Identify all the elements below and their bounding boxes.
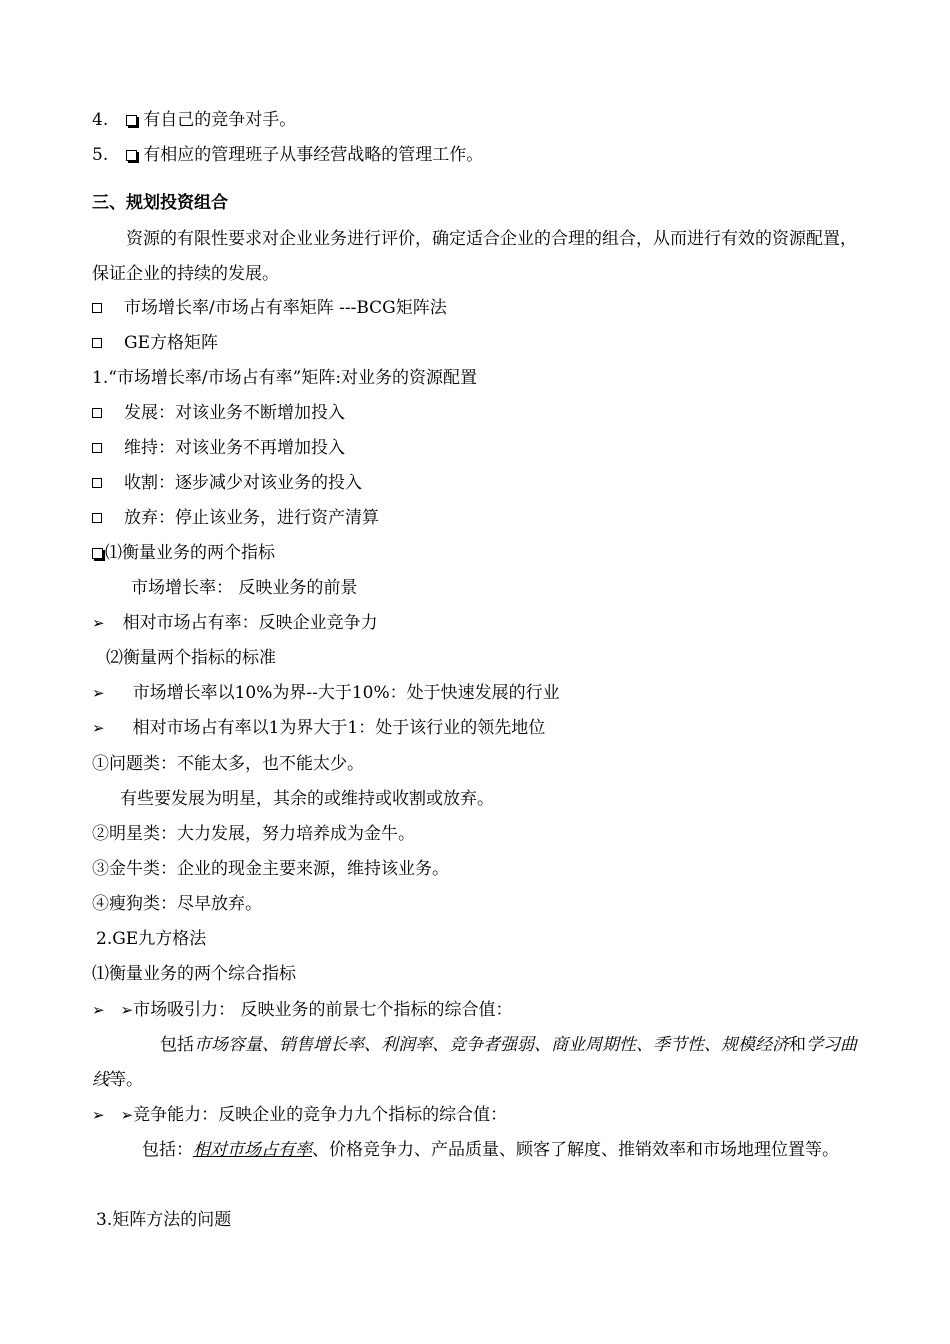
category-question-note: 有些要发展为明星，其余的或维持或收割或放弃。 [120,789,494,809]
section-heading: 三、规划投资组合 [92,193,228,213]
standard-share: ➢ 相对市场占有率以1为界大于1：处于该行业的领先地位 [92,718,546,738]
square-bullet-icon [92,303,102,313]
strategy-maintain: 维持：对该业务不再增加投入 [92,431,858,466]
ge-title: 2.GE九方格法 [96,929,207,949]
strategy-harvest: 收割：逐步减少对该业务的投入 [92,466,858,501]
square-bullet-icon [92,408,102,418]
arrow-bullet-icon: ➢ [92,1001,105,1019]
checkbox-bullet-icon [126,150,137,161]
matrix-problems-title: 3.矩阵方法的问题 [96,1210,232,1230]
checkbox-bullet-icon [92,548,103,559]
arrow-bullet-icon: ➢ [92,1106,105,1124]
square-bullet-icon [92,478,102,488]
arrow-bullet-icon: ➢ [120,1001,134,1019]
list-item-5 [92,138,858,173]
square-bullet-icon [92,443,102,453]
arrow-bullet-icon: ➢ [92,614,105,632]
ge-attractiveness: ➢ ➢市场吸引力： 反映业务的前景七个指标的综合值： [92,1000,513,1020]
square-bullet-icon [92,513,102,523]
standards-title: ⑵衡量两个指标的标准 [106,648,276,668]
strategy-divest: 放弃：停止该业务，进行资产清算 [92,501,858,536]
bcg-title: 1.“市场增长率/市场占有率”矩阵:对业务的资源配置 [92,368,478,388]
method-item-bcg: 市场增长率/市场占有率矩阵 ---BCG矩阵法 [92,291,858,326]
indicators-title: ⑴衡量业务的两个指标 [92,536,858,571]
square-bullet-icon [92,338,102,348]
ge-attractiveness-factors: 包括市场容量、销售增长率、利润率、竞争者强弱、商业周期性、季节性、规模经济和学习曲线等。 [92,1035,857,1090]
item-text: 有自己的竞争对手。 [143,110,297,130]
arrow-bullet-icon: ➢ [92,684,105,702]
arrow-bullet-icon: ➢ [120,1106,134,1124]
category-star: ②明星类：大力发展，努力培养成为金牛。 [92,824,415,844]
strategy-develop: 发展：对该业务不断增加投入 [92,396,858,431]
item-number: 5. [92,145,109,165]
checkbox-bullet-icon [126,115,137,126]
item-text: 有相应的管理班子从事经营战略的管理工作。 [143,145,484,165]
indicator-growth: 市场增长率： 反映业务的前景 [131,578,358,598]
category-dog: ④瘦狗类：尽早放弃。 [92,894,262,914]
arrow-bullet-icon: ➢ [92,719,105,737]
list-item-4 [92,103,858,138]
indicator-share: ➢ 相对市场占有率：反映企业竞争力 [92,613,378,633]
standard-growth: ➢ 市场增长率以10%为界--大于10%：处于快速发展的行业 [92,683,560,703]
ge-competitiveness: ➢ ➢竞争能力：反映企业的竞争力九个指标的综合值： [92,1105,508,1125]
ge-subtitle: ⑴衡量业务的两个综合指标 [92,964,296,984]
item-number: 4. [92,110,109,130]
category-question: ①问题类：不能太多，也不能太少。 [92,754,364,774]
ge-competitiveness-factors: 包括：相对市场占有率、价格竞争力、产品质量、顾客了解度、推销效率和市场地理位置等。 [142,1140,839,1160]
intro-paragraph: 资源的有限性要求对企业业务进行评价，确定适合企业的合理的组合，从而进行有效的资源配置，保证企业的持续的发展。 [92,229,857,284]
method-item-ge: GE方格矩阵 [92,326,858,361]
category-cash-cow: ③金牛类：企业的现金主要来源，维持该业务。 [92,859,449,879]
